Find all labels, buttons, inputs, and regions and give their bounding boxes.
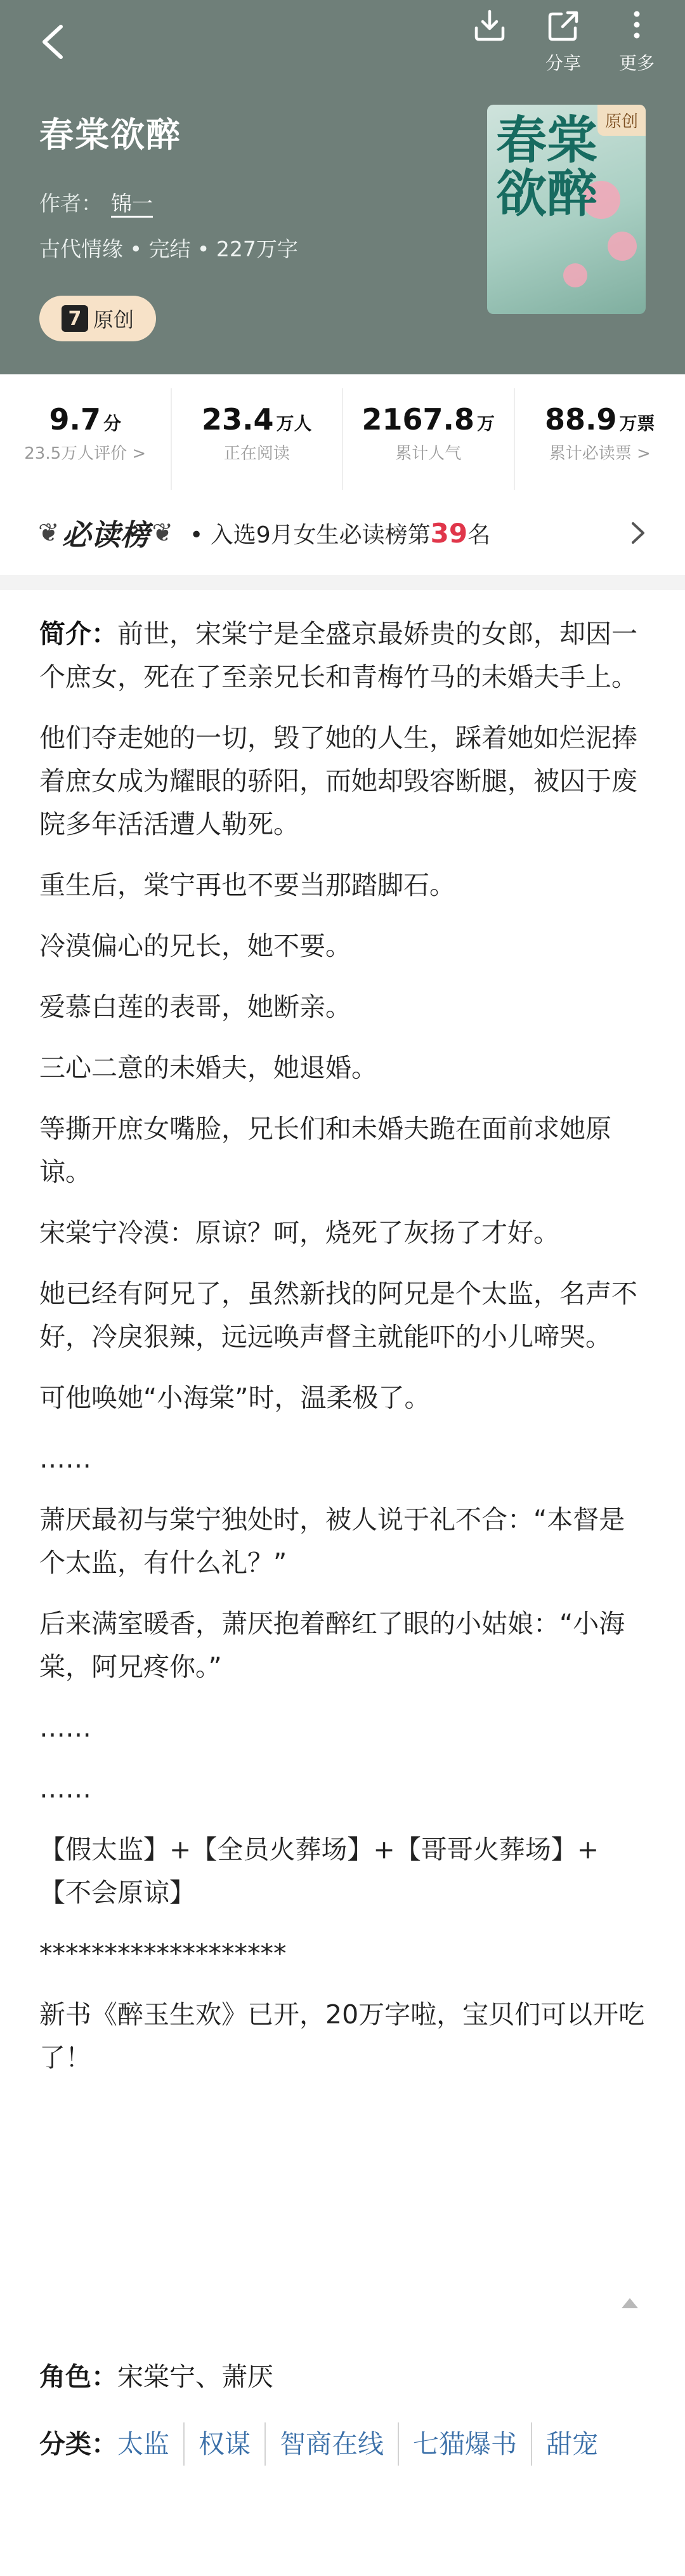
blossom-decoration [563, 263, 587, 287]
stat-value [202, 402, 312, 437]
book-header [0, 0, 685, 374]
ranking-text [190, 517, 490, 549]
more-label: 更多 [618, 53, 655, 74]
cover-title: 春棠欲醉 [496, 110, 597, 223]
stat-unit: 万票 [619, 413, 655, 434]
back-arrow-icon [30, 19, 76, 65]
original-badge-label: 原创 [93, 308, 134, 332]
stat-votes[interactable] [515, 388, 685, 490]
collapse-triangle-icon[interactable] [620, 2297, 639, 2310]
stat-value [545, 402, 655, 437]
synopsis-paragraph: …… [39, 1712, 91, 1743]
synopsis-paragraph: 三心二意的未婚夫，她退婚。 [39, 1053, 377, 1083]
synopsis-paragraph: 重生后，棠宁再也不要当那踏脚石。 [39, 870, 455, 900]
synopsis-paragraph: 宋棠宁冷漠：原谅？呵，烧死了灰扬了才好。 [39, 1218, 559, 1248]
stat-number: 9.7 [49, 402, 101, 437]
laurel-right-icon: ❦ [152, 518, 174, 548]
stat-label: 累计必读票 > [549, 444, 651, 463]
synopsis-paragraph: 新书《醉玉生欢》已开，20万字啦，宝贝们可以开吃了！ [39, 1999, 645, 2073]
download-button[interactable] [453, 5, 526, 72]
stat-unit: 万 [477, 413, 495, 434]
synopsis-paragraph: 冷漠偏心的兄长，她不要。 [39, 931, 351, 961]
stat-label: 正在阅读 [223, 444, 290, 463]
ranking-suffix: 名 [467, 522, 491, 548]
author-link[interactable]: 锦一 [111, 191, 153, 216]
category-tag[interactable]: 太监 [117, 2422, 185, 2466]
synopsis-paragraph: 【假太监】+【全员火葬场】+【哥哥火葬场】+【不会原谅】 [39, 1834, 599, 1908]
stat-number: 2167.8 [362, 402, 474, 437]
category-tag[interactable]: 甜宠 [546, 2429, 598, 2459]
synopsis-paragraph: ******************* [39, 1938, 287, 1969]
category-tag[interactable]: 权谋 [185, 2422, 266, 2466]
synopsis-label: 简介： [39, 619, 117, 649]
qimao-logo-icon: 7 [62, 305, 88, 332]
must-read-list-label: 必读榜 [62, 518, 150, 552]
author-label: 作者： [39, 191, 102, 216]
back-button[interactable] [30, 19, 76, 65]
synopsis-paragraph: 等撕开庶女嘴脸，兄长们和未婚夫跪在面前求她原谅。 [39, 1114, 611, 1187]
stats-bar [0, 388, 685, 490]
author-row [39, 187, 153, 217]
stat-rating[interactable] [0, 388, 172, 490]
share-icon [542, 5, 584, 47]
stat-value [362, 402, 495, 437]
synopsis-paragraph: 萧厌最初与棠宁独处时，被人说于礼不合：“本督是个太监，有什么礼？” [39, 1504, 625, 1578]
synopsis-paragraph: 爱慕白莲的表哥，她断亲。 [39, 992, 351, 1022]
share-label: 分享 [545, 53, 581, 74]
roles-value: 宋棠宁、萧厌 [117, 2362, 273, 2392]
stat-number: 23.4 [201, 402, 274, 437]
synopsis-paragraph: 后来满室暖香，萧厌抱着醉红了眼的小姑娘：“小海棠，阿兄疼你。” [39, 1608, 625, 1682]
must-read-list-logo [36, 512, 176, 554]
synopsis-paragraph: …… [39, 1773, 91, 1804]
stat-popularity [343, 388, 515, 490]
download-icon [469, 5, 511, 47]
ranking-number: 39 [430, 517, 468, 549]
synopsis-paragraph: 他们夺走她的一切，毁了她的人生，踩着她如烂泥捧着庶女成为耀眼的骄阳，而她却毁容断腿，被囚于废院多年活活遭人勒死。 [39, 723, 637, 839]
roles-row [39, 2355, 273, 2398]
share-button[interactable] [526, 5, 600, 72]
category-tags [117, 2422, 625, 2466]
book-meta: 古代情缘 • 完结 • 227万字 [39, 237, 298, 261]
category-tag[interactable]: 智商在线 [266, 2422, 399, 2466]
categories-row [39, 2422, 625, 2466]
category-tag[interactable]: 七猫爆书 [399, 2422, 532, 2466]
top-actions [453, 5, 674, 72]
synopsis-paragraph: 她已经有阿兄了，虽然新找的阿兄是个太监，名声不好，冷戾狠辣，远远唤声督主就能吓的小儿啼哭。 [39, 1278, 637, 1352]
synopsis-paragraph: …… [39, 1443, 91, 1474]
section-divider [0, 575, 685, 590]
stat-number: 88.9 [544, 402, 617, 437]
stat-label: 累计人气 [395, 444, 462, 463]
synopsis-paragraph [39, 612, 648, 699]
chevron-right-icon [628, 518, 648, 548]
more-vertical-icon [616, 5, 658, 47]
book-cover[interactable] [487, 105, 646, 314]
roles-label: 角色： [39, 2362, 117, 2392]
stat-readers [172, 388, 344, 490]
ranking-prefix: • 入选9月女生必读榜第 [190, 522, 431, 548]
original-badge [39, 296, 156, 341]
stat-label: 23.5万人评价 > [24, 444, 147, 463]
synopsis-text: 前世，宋棠宁是全盛京最娇贵的女郎，却因一个庶女，死在了至亲兄长和青梅竹马的未婚夫手上。 [39, 619, 637, 692]
laurel-left-icon: ❦ [38, 518, 60, 548]
cover-original-tag: 原创 [597, 105, 646, 136]
more-button[interactable] [600, 5, 674, 72]
stat-unit: 万人 [276, 413, 312, 434]
stat-value [49, 402, 121, 437]
ranking-row[interactable] [0, 492, 685, 574]
stat-unit: 分 [103, 413, 121, 434]
book-title: 春棠欲醉 [39, 115, 181, 155]
synopsis-paragraph: 可他唤她“小海棠”时，温柔极了。 [39, 1383, 431, 1413]
blossom-decoration [608, 232, 637, 261]
categories-label: 分类： [39, 2429, 117, 2459]
synopsis [39, 612, 648, 2097]
